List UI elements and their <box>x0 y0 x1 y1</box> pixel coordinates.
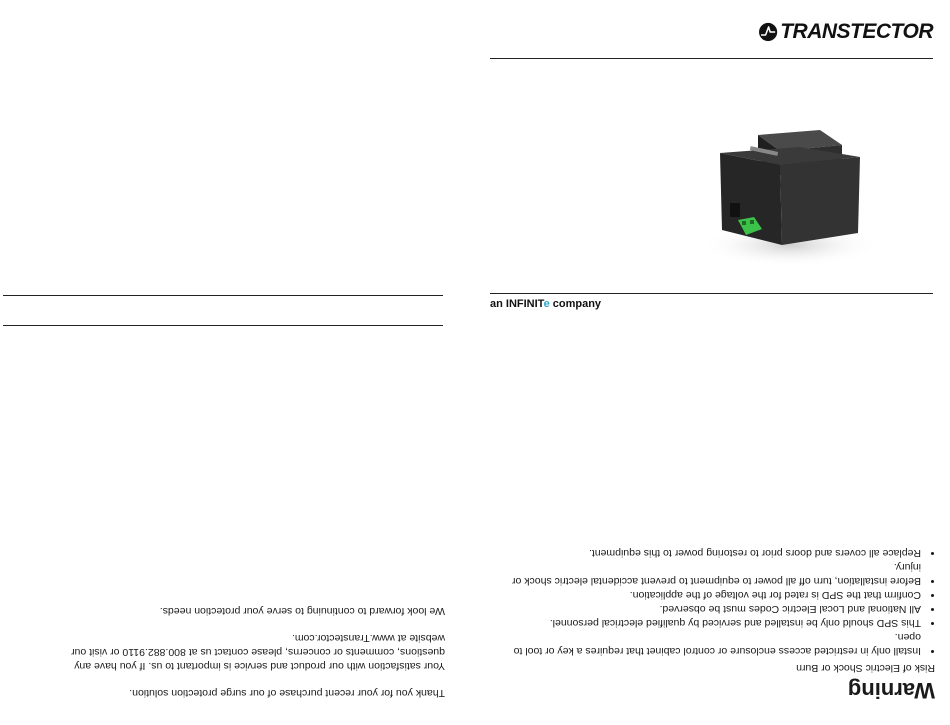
right-divider <box>490 293 933 294</box>
transtector-logo <box>758 12 933 52</box>
thanks-line-1: Thank you for your recent purchase of our surge protection solution. <box>129 687 445 699</box>
warning-list <box>490 546 935 658</box>
thanks-line-2: Your satisfaction with our product and service is important to us. If you have any questions, comments or concerns, please contact us at 800.882.9110 or visit our website at www.Transtector.com. <box>71 632 445 672</box>
company-prefix: an INFINIT <box>490 298 544 310</box>
warning-item: • Install only in restricted access enclosure or control cabinet that requires a key or tool to open. <box>490 630 921 658</box>
warning-item: • Before installation, turn off all power to equipment to prevent accidental electric shock or injury. <box>490 560 921 588</box>
company-suffix: company <box>549 298 602 310</box>
warning-item: • This SPD should only be installed and serviced by qualified electrical personnel. <box>490 616 921 630</box>
product-image <box>690 105 890 275</box>
company-tagline <box>490 298 601 310</box>
warning-lead: Risk of Electric Shock or Burn <box>796 662 935 674</box>
company-accent-letter: e <box>543 298 550 310</box>
warning-item: • Replace all covers and doors prior to restoring power to this equipment. <box>490 546 921 560</box>
header-rule <box>490 58 933 59</box>
warning-title: Warning <box>847 678 935 703</box>
warning-item: • Confirm that the SPD is rated for the voltage of the application. <box>490 588 921 602</box>
thank-you-panel <box>60 600 445 700</box>
transtector-arrow-icon <box>758 13 778 51</box>
left-divider-top <box>3 295 443 296</box>
thanks-line-3: We look forward to continuing to serve your protection needs. <box>159 605 445 617</box>
left-divider-bottom <box>3 325 443 326</box>
logo-wordmark: TRANSTECTOR <box>780 20 933 43</box>
warning-item: • All National and Local Electric Codes must be observed. <box>490 602 921 616</box>
warning-panel <box>490 488 935 703</box>
